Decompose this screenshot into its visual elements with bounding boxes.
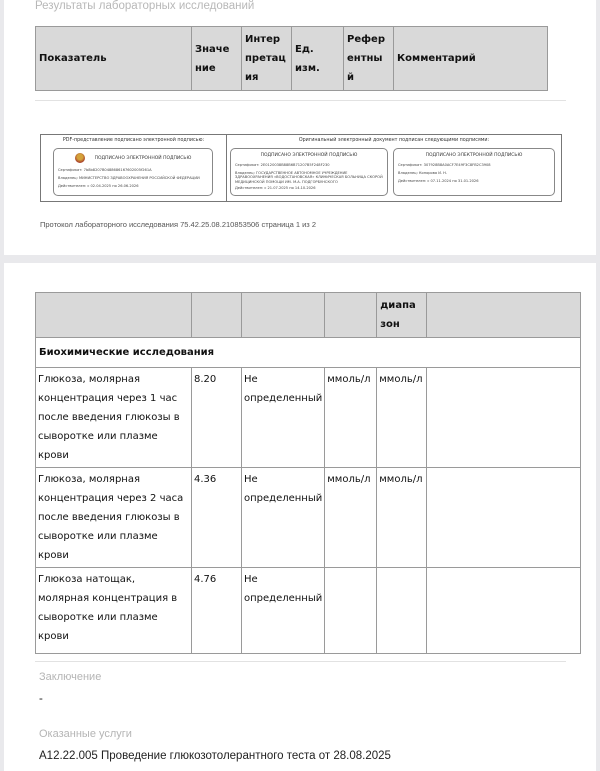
indicator-reference: ммоль/л (377, 368, 427, 468)
indicator-comment (427, 468, 581, 568)
indicator-name: Глюкоза, молярная концентрация через 1 час после введения глюкозы в сыворотке или плазме крови (36, 368, 192, 468)
services-label: Оказанные услуги (39, 728, 132, 740)
pdf-signature-caption: PDF-представление подписано электронной подписью: (62, 138, 205, 143)
table-row (36, 468, 581, 568)
indicator-unit: ммоль/л (325, 368, 377, 468)
indicator-name: Глюкоза натощак, молярная концентрация в сыворотке или плазме крови (36, 568, 192, 654)
signature-stamp (393, 148, 555, 196)
signature-header: ПОДПИСАНО ЭЛЕКТРОННОЙ ПОДПИСЬЮ (94, 155, 192, 161)
divider (35, 661, 566, 662)
header-unit: Ед. изм. (292, 27, 344, 91)
indicator-value: 4.76 (192, 568, 242, 654)
indicator-interpretation: Не определенный (242, 368, 325, 468)
indicator-reference (377, 568, 427, 654)
coat-of-arms-icon (75, 153, 85, 163)
signature-header: ПОДПИСАНО ЭЛЕКТРОННОЙ ПОДПИСЬЮ (260, 153, 358, 158)
signature-certificate: Сертификат: 7b8b8207B0488686167602005f261A (58, 168, 152, 172)
signature-stamp (230, 148, 388, 196)
signature-certificate: Сертификат: 307928B8A0ACF7E49F3C8FB2C3908 (398, 163, 491, 167)
conclusion-value: - (39, 693, 43, 705)
indicator-value: 4.36 (192, 468, 242, 568)
document-page-1 (4, 0, 596, 255)
group-title: Биохимические исследования (36, 338, 581, 368)
header-cell (427, 293, 581, 338)
indicator-interpretation: Не определенный (242, 568, 325, 654)
signature-owner: Владелец: Копорова И. Н. (398, 171, 448, 176)
signature-stamp (53, 148, 213, 196)
divider (35, 100, 566, 101)
lab-results-table-header (35, 26, 548, 91)
lab-results-table (35, 292, 581, 654)
signature-certificate: Сертификат: 2E0120038B88B6B71207B5F248F230 (235, 163, 330, 167)
header-value: Значе ние (192, 27, 242, 91)
conclusion-label: Заключение (39, 671, 102, 683)
lab-results-title: Результаты лабораторных исследований (35, 0, 255, 12)
signature-valid: Действителен: с 21.07.2025 по 14.10.2026 (235, 185, 316, 190)
protocol-footer: Протокол лабораторного исследования 75.42.25.08.210853506 страница 1 из 2 (40, 220, 316, 229)
table-header-row (36, 27, 548, 91)
original-signature-column (227, 135, 561, 201)
signature-owner: Владелец: ГОСУДАРСТВЕННОЕ АВТОНОМНОЕ УЧРЕЖДЕНИЕ ЗДРАВООХРАНЕНИЯ «ВОДОСТАНОВСКАЯ» КЛИНИЧЕСКАЯ БОЛЬНИЦА СКОРОЙ МЕДИЦИНСКОЙ ПОМОЩИ ИМ. М.А. ПОДГОРБУНСКОГО (235, 171, 383, 184)
header-cell (325, 293, 377, 338)
indicator-value: 8.20 (192, 368, 242, 468)
indicator-unit: ммоль/л (325, 468, 377, 568)
header-reference-cont: диапа зон (377, 293, 427, 338)
table-row (36, 568, 581, 654)
original-signature-caption: Оригинальный электронный документ подписан следующими подписями: (298, 138, 490, 143)
header-interpretation: Интер претац ия (242, 27, 292, 91)
table-header-continuation-row (36, 293, 581, 338)
indicator-unit (325, 568, 377, 654)
signature-owner: Владелец: МИНИСТЕРСТВО ЗДРАВООХРАНЕНИЯ РОССИЙСКОЙ ФЕДЕРАЦИИ (58, 176, 200, 181)
group-row (36, 338, 581, 368)
header-indicator: Показатель (36, 27, 192, 91)
signature-valid: Действителен: с 07.11.2024 по 31.01.2026 (398, 179, 479, 184)
services-value: A12.22.005 Проведение глюкозотолерантного теста от 28.08.2025 (39, 750, 391, 762)
header-reference: Рефер ентны й (344, 27, 394, 91)
indicator-reference: ммоль/л (377, 468, 427, 568)
indicator-interpretation: Не определенный (242, 468, 325, 568)
header-cell (242, 293, 325, 338)
indicator-comment (427, 368, 581, 468)
indicator-name: Глюкоза, молярная концентрация через 2 часа после введения глюкозы в сыворотке или плазме крови (36, 468, 192, 568)
header-cell (192, 293, 242, 338)
signature-header: ПОДПИСАНО ЭЛЕКТРОННОЙ ПОДПИСЬЮ (425, 153, 523, 158)
signature-block (40, 134, 562, 202)
document-page-2 (4, 263, 596, 771)
header-cell (36, 293, 192, 338)
pdf-signature-column (41, 135, 227, 201)
header-comment: Комментарий (394, 27, 548, 91)
signature-valid: Действителен: с 02.04.2025 по 26.06.2026 (58, 184, 139, 189)
indicator-comment (427, 568, 581, 654)
table-row (36, 368, 581, 468)
